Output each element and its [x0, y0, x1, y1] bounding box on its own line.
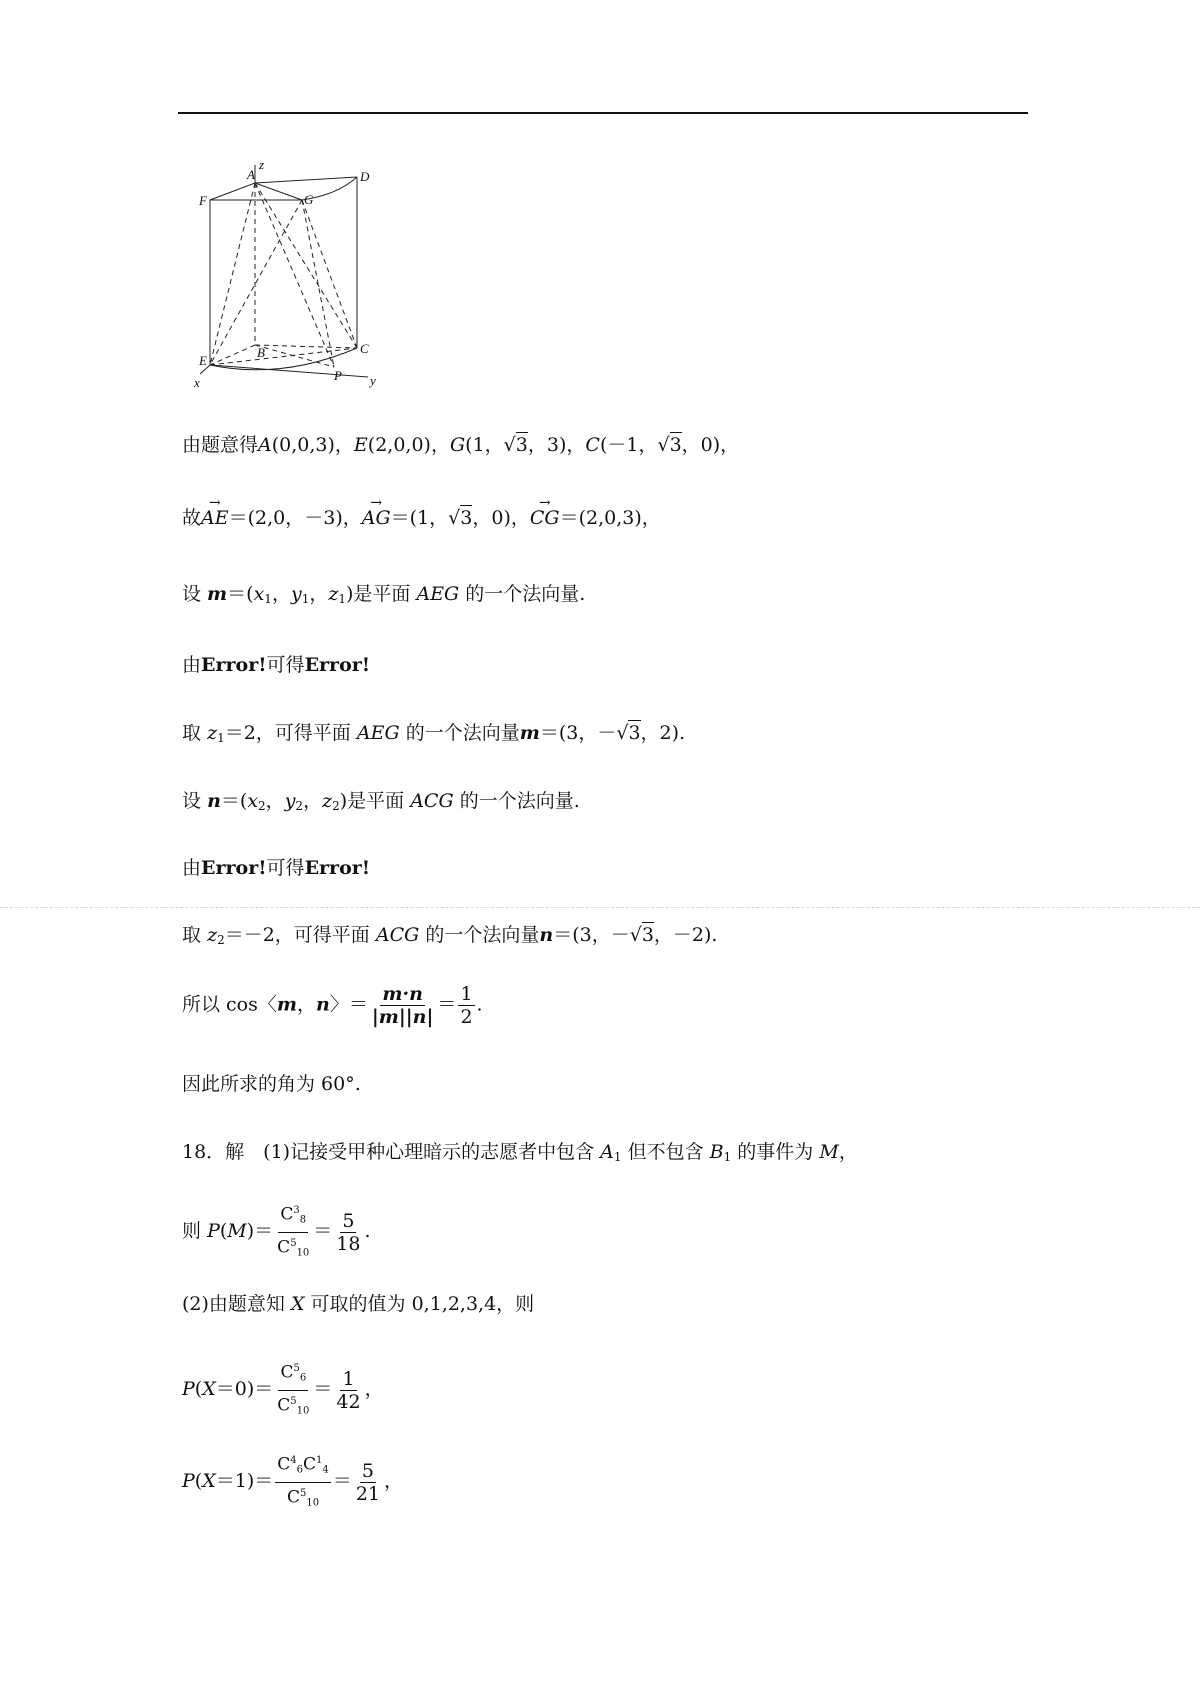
- label-y: y: [370, 373, 376, 388]
- probability-PM: 则 P(M)＝ $\frac{C^3_8}{C^5_{10}}$ ＝ $\frac{5}{18}$ .: [182, 1200, 371, 1264]
- solution-line-cosine: 所以 cos〈m，n〉＝ $\frac{m\cdot n}{|m||n|}$ ＝ $\frac{1}{2}$ .: [182, 983, 483, 1028]
- probability-X0: P(X＝0)＝ $\frac{C^5_6}{C^5_{10}}$ ＝ $\frac{1}{42}$ ，: [182, 1358, 384, 1422]
- solution-line-m-value: 取 $z_1=2$，可得平面 AEG 的一个法向量m＝(3，－√3，2).: [182, 722, 686, 745]
- label-z: z: [259, 157, 265, 172]
- label-E: E: [199, 353, 207, 368]
- solution-line-normal-n: 设 $n=(x_2$，$y_2$，$z_2$)是平面 ACG 的一个法向量.: [182, 790, 580, 813]
- solution-line-error-2: 由Error!可得Error!: [182, 857, 371, 879]
- label-D: D: [360, 169, 370, 184]
- solution-line-normal-m: 设 $m=(x_1$，$y_1$，$z_1$)是平面 AEG 的一个法向量.: [182, 583, 586, 606]
- combination-fraction: $\frac{C^4_6C^1_4}{C^5_{10}}$: [275, 1450, 331, 1514]
- cosine-fraction: $\frac{m\cdot n}{|m||n|}$: [371, 983, 434, 1028]
- solution-line-coordinates: 由题意得A(0,0,3)，E(2,0,0)，G(1，√3，3)，C(－1，√3，0)，: [182, 434, 740, 456]
- label-C: C: [360, 341, 369, 356]
- solution-line-vectors: 故→ AE＝(2,0，－3)，→ AG＝(1，√3，0)，→ CG＝(2,0,3)，: [182, 505, 661, 531]
- label-A: A: [247, 167, 255, 182]
- problem-18-part-2: (2)由题意知 X 可取的值为 0,1,2,3,4，则: [182, 1293, 535, 1315]
- combination-fraction: $\frac{C^3_8}{C^5_{10}}$: [275, 1200, 311, 1264]
- geometry-figure: [182, 155, 407, 395]
- label-G: G: [304, 192, 314, 207]
- label-B: B: [257, 345, 265, 360]
- probability-fraction: $\frac{1}{42}$: [336, 1367, 361, 1413]
- probability-X1: P(X＝1)＝ $\frac{C^4_6C^1_4}{C^5_{10}}$ ＝ $\frac{5}{21}$ ，: [182, 1450, 403, 1514]
- combination-fraction: $\frac{C^5_6}{C^5_{10}}$: [275, 1358, 311, 1422]
- cosine-value-fraction: $\frac{1}{2}$: [460, 983, 473, 1028]
- solution-line-n-value: 取 $z_2=-2$，可得平面 ACG 的一个法向量n＝(3，－√3，－2).: [182, 924, 718, 947]
- label-F: F: [199, 193, 207, 208]
- label-x: x: [194, 375, 200, 390]
- solution-line-angle: 因此所求的角为 60°.: [182, 1073, 361, 1095]
- page-break-divider: [0, 907, 1200, 908]
- header-rule: [178, 112, 1028, 114]
- probability-fraction: $\frac{5}{21}$: [355, 1459, 380, 1505]
- solution-line-error-1: 由Error!可得Error!: [182, 654, 371, 676]
- problem-18-part-1: 18．解 (1)记接受甲种心理暗示的志愿者中包含 $A_1$ 但不包含 $B_1$ 的事件为 M，: [182, 1141, 858, 1164]
- label-P: P: [334, 368, 342, 383]
- probability-fraction: $\frac{5}{18}$: [336, 1209, 361, 1255]
